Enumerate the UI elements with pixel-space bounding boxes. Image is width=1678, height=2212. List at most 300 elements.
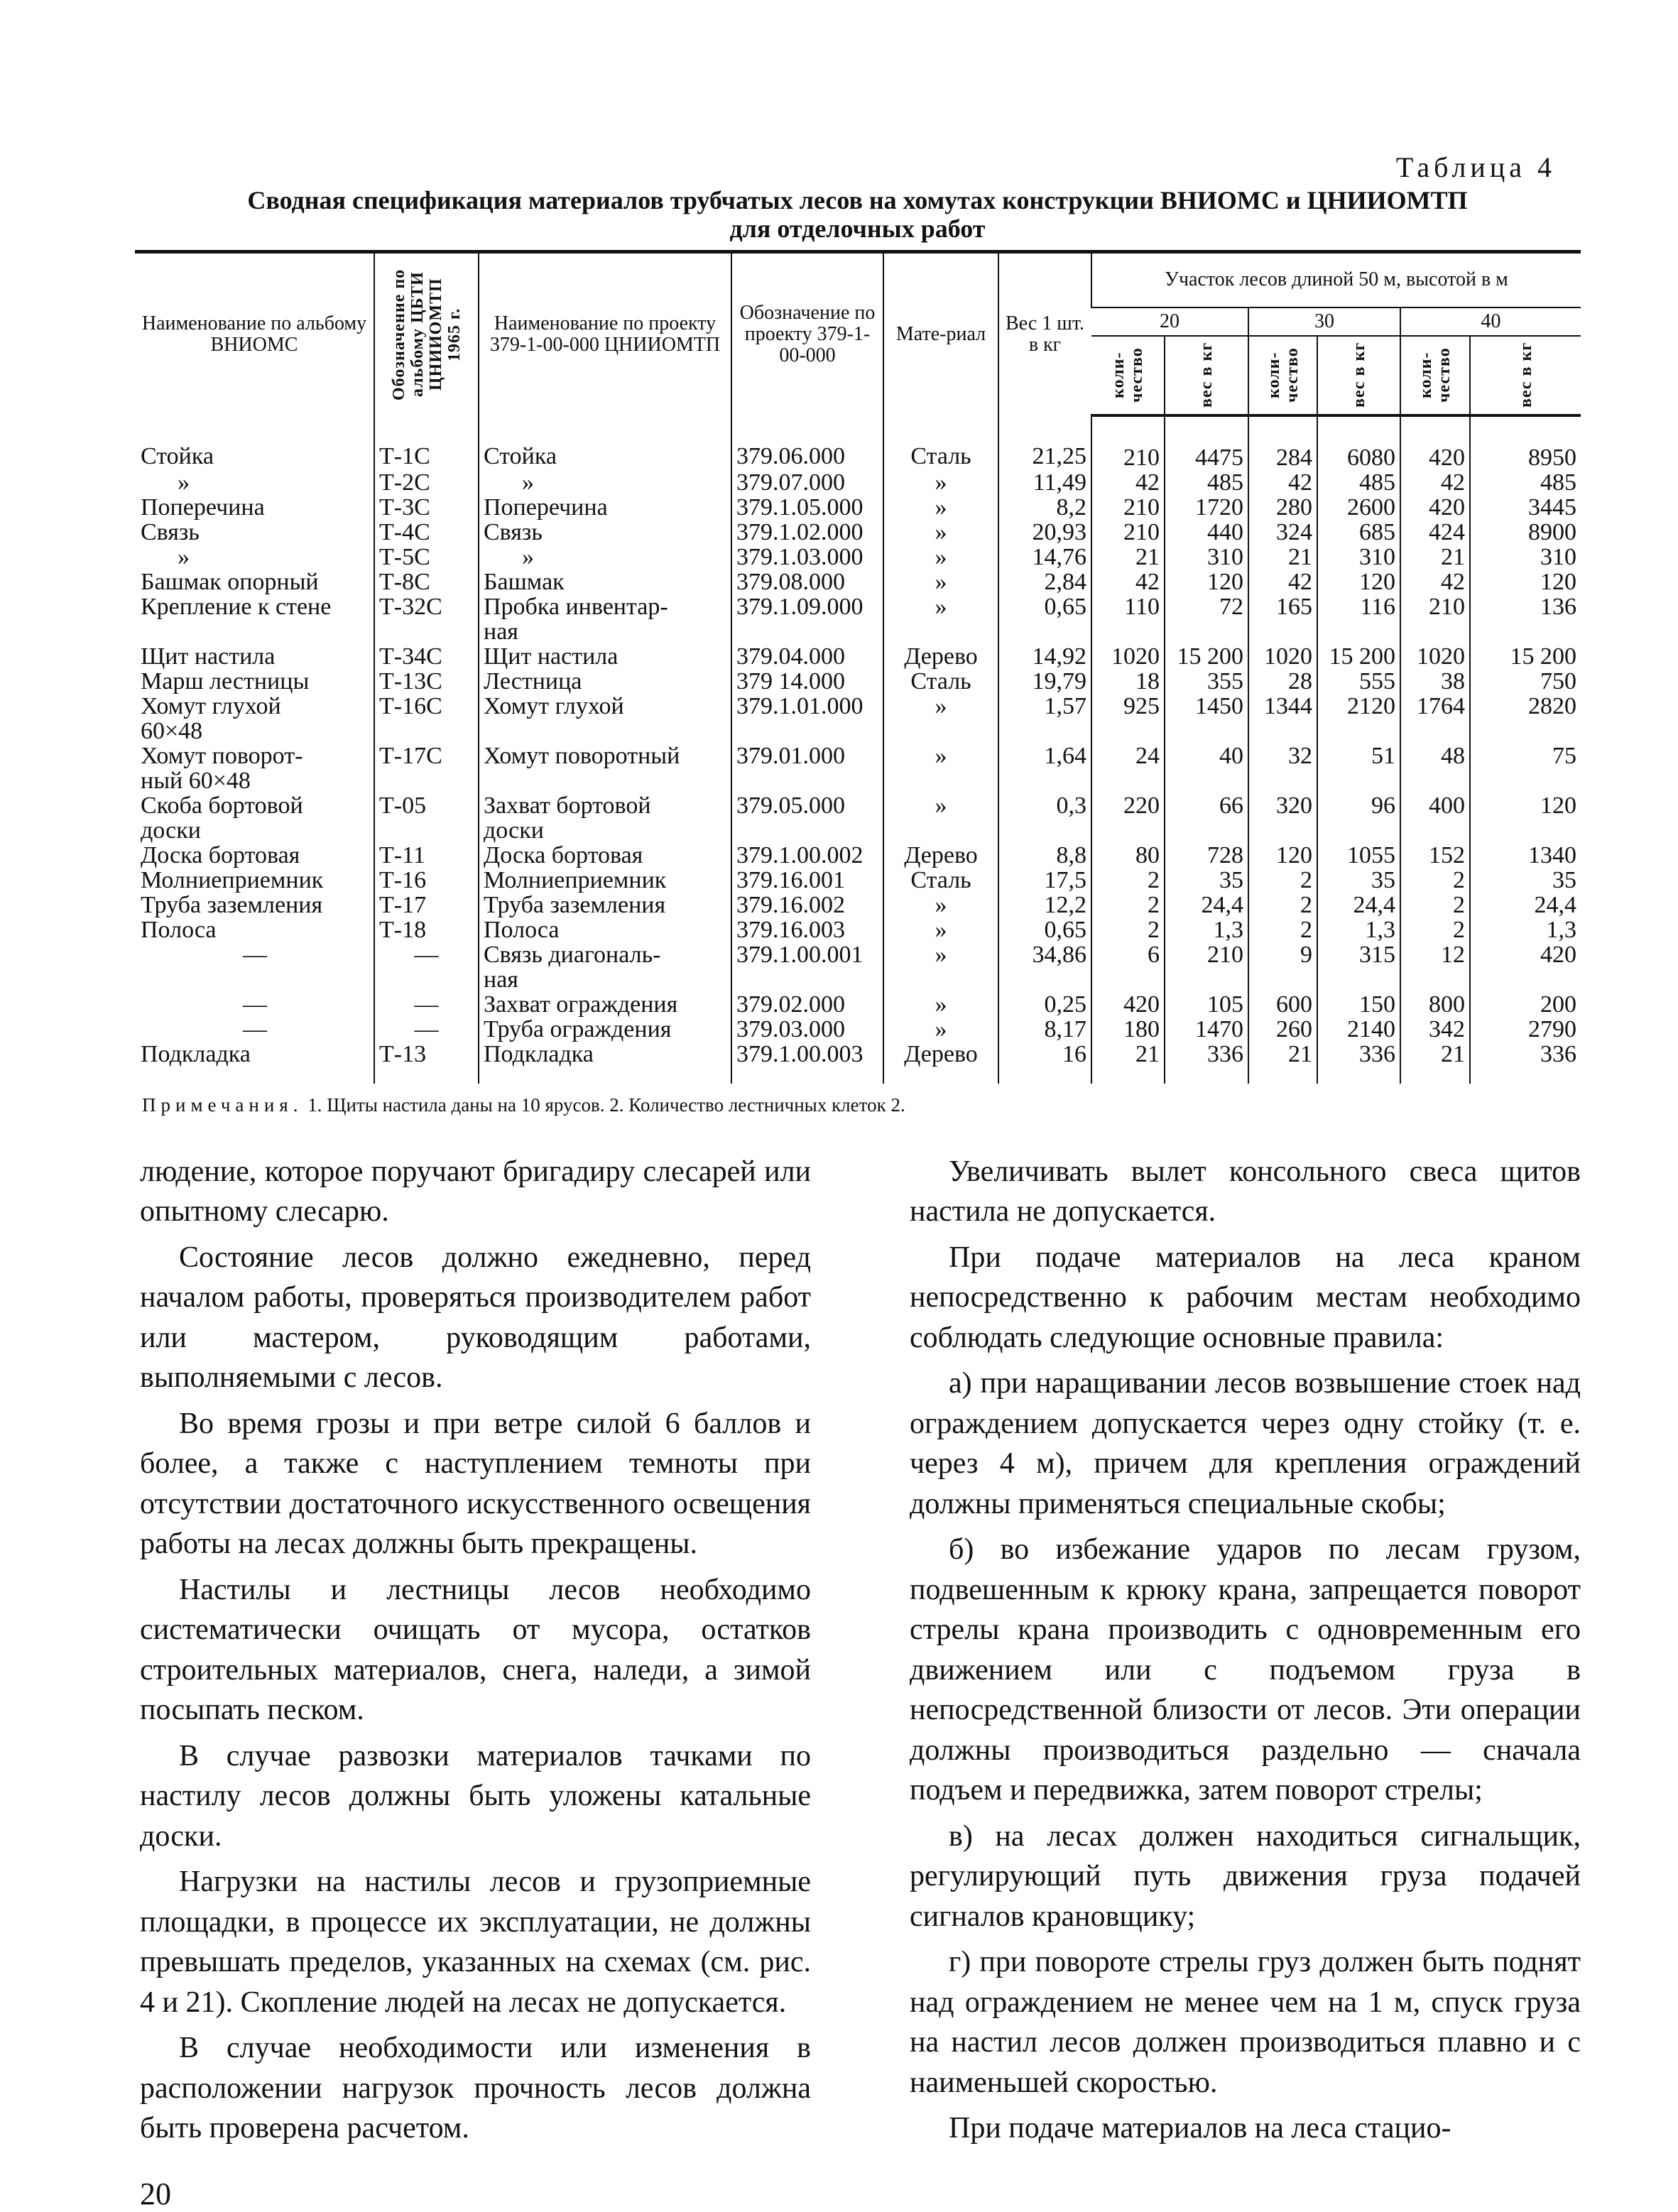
table-cell: »	[479, 545, 731, 570]
table-row	[135, 1017, 1581, 1042]
table-cell: Поперечина	[479, 495, 731, 520]
table-cell: 0,3	[998, 793, 1091, 843]
table-cell: 120	[1317, 570, 1400, 594]
table-notes	[142, 1094, 1581, 1116]
table-cell: 21	[1091, 1042, 1165, 1084]
table-cell: 685	[1317, 520, 1400, 545]
table-cell: Молниеприемник	[141, 867, 324, 893]
table-cell: 2	[1091, 868, 1165, 893]
table-cell: 1,3	[1165, 917, 1248, 942]
table-cell: Крепление к стене	[141, 594, 332, 620]
table-cell: Щит настила	[479, 644, 731, 669]
header-weight	[1165, 336, 1248, 415]
header-unit-weight: Вес 1 шт. в кг	[998, 252, 1091, 415]
table-cell: 2140	[1317, 1017, 1400, 1042]
table-cell: 8950	[1470, 415, 1581, 470]
table-cell: 210	[1400, 594, 1470, 644]
table-cell: Т-1С	[374, 415, 479, 470]
table-cell: 424	[1400, 520, 1470, 545]
table-row	[135, 644, 1581, 669]
table-cell: 8,17	[998, 1017, 1091, 1042]
table-cell: 42	[1091, 570, 1165, 594]
header-height-30: 30	[1248, 307, 1400, 336]
table-cell: 2120	[1317, 694, 1400, 743]
table-cell: 379.03.000	[731, 1017, 883, 1042]
table-cell: Башмак	[479, 570, 731, 594]
table-cell: 96	[1317, 793, 1400, 843]
table-cell: 379.02.000	[731, 992, 883, 1017]
table-cell: 2	[1400, 868, 1470, 893]
table-cell: Связь	[141, 519, 200, 545]
table-cell: 12,2	[998, 893, 1091, 917]
table-cell: Стойка	[479, 415, 731, 470]
table-cell: 342	[1400, 1017, 1470, 1042]
table-cell: Подкладка	[479, 1042, 731, 1084]
table-cell: 48	[1400, 743, 1470, 793]
table-row	[135, 694, 1581, 743]
paragraph: В случае необходимости или изменения в расположении нагрузок прочность лесов должна быть проверена расчетом.	[140, 2032, 811, 2145]
table-cell: 9	[1248, 942, 1317, 992]
table-cell: 1,64	[998, 743, 1091, 793]
table-cell: Труба заземления	[141, 892, 323, 917]
table-cell: 1020	[1248, 644, 1317, 669]
table-cell: Связь	[479, 520, 731, 545]
table-label: Таблица 4	[1395, 151, 1556, 183]
table-cell: Подкладка	[141, 1041, 251, 1067]
table-cell: 336	[1470, 1042, 1581, 1084]
paragraph: Увеличивать вылет консольного свеса щитов настила не допускается.	[910, 1155, 1581, 1228]
table-cell: 24,4	[1470, 893, 1581, 917]
notes-label: Примечания.	[142, 1094, 303, 1116]
table-cell: 1720	[1165, 495, 1248, 520]
table-cell: 800	[1400, 992, 1470, 1017]
table-cell: Стойка	[141, 442, 214, 469]
table-cell: Лестница	[479, 669, 731, 694]
table-cell: Т-05	[374, 793, 479, 843]
table-cell: 485	[1317, 470, 1400, 495]
table-cell: 1,57	[998, 694, 1091, 743]
table-cell: 379.1.00.003	[731, 1042, 883, 1084]
table-cell: 2	[1248, 868, 1317, 893]
table-cell: 14,92	[998, 644, 1091, 669]
table-cell: »	[883, 942, 998, 992]
table-cell: 4475	[1165, 415, 1248, 470]
table-cell: 2	[1248, 917, 1317, 942]
table-row	[135, 868, 1581, 893]
header-designation-album-text: Обозначение по альбому ЦБТИ ЦНИИОМТП 1965 г.	[389, 268, 464, 401]
table-cell: »	[883, 495, 998, 520]
table-cell: 28	[1248, 669, 1317, 694]
table-cell: 51	[1317, 743, 1400, 793]
table-row	[135, 793, 1581, 843]
table-cell: 1020	[1400, 644, 1470, 669]
table-cell: Дерево	[883, 843, 998, 868]
table-cell: 18	[1091, 669, 1165, 694]
table-cell: 2820	[1470, 694, 1581, 743]
table-row	[135, 545, 1581, 570]
table-cell: »	[883, 893, 998, 917]
table-cell: »	[883, 545, 998, 570]
table-cell: »	[883, 1017, 998, 1042]
table-cell: Т-18	[374, 917, 479, 942]
table-cell: »	[883, 917, 998, 942]
table-cell: 110	[1091, 594, 1165, 644]
paragraph: При подаче материалов на леса стацио-	[949, 2112, 1451, 2145]
table-title	[135, 186, 1580, 243]
paragraph: в) на лесах должен находиться сигнальщик, регулирующий путь движения груза подачей сигналов крановщику;	[910, 1819, 1581, 1933]
table-cell: 35	[1470, 868, 1581, 893]
table-cell: 0,65	[998, 594, 1091, 644]
table-cell: 379.1.05.000	[731, 495, 883, 520]
table-cell: 35	[1165, 868, 1248, 893]
table-cell: 21	[1400, 1042, 1470, 1084]
table-cell: 66	[1165, 793, 1248, 843]
table-row	[135, 743, 1581, 793]
table-cell: 324	[1248, 520, 1317, 545]
table-cell: »	[883, 520, 998, 545]
header-height-40: 40	[1400, 307, 1581, 336]
table-cell: Полоса	[479, 917, 731, 942]
header-weight-text: вес в кг	[1197, 342, 1216, 408]
table-cell: 379.05.000	[731, 793, 883, 843]
table-cell: Щит настила	[141, 643, 276, 669]
table-cell: 284	[1248, 415, 1317, 470]
table-cell: 19,79	[998, 669, 1091, 694]
table-row	[135, 570, 1581, 594]
table-cell: Т-4С	[374, 520, 479, 545]
header-qty-text: коли-чество	[1264, 347, 1302, 403]
table-row	[135, 843, 1581, 868]
table-cell: 150	[1317, 992, 1400, 1017]
table-cell: Т-34С	[374, 644, 479, 669]
paragraph: людение, которое поручают бригадиру слесарей или опытному слесарю.	[140, 1155, 811, 1228]
table-cell: 17,5	[998, 868, 1091, 893]
page-body	[135, 250, 1581, 2212]
table-cell: 21	[1248, 1042, 1317, 1084]
table-cell: 1764	[1400, 694, 1470, 743]
table-cell: 11,49	[998, 470, 1091, 495]
paragraph: Во время грозы и при ветре силой 6 баллов и более, а также с наступлением темноты при отсутствии достаточного искусственного освещения работы на лесах должны быть прекращены.	[140, 1407, 811, 1560]
table-cell: 379.1.00.002	[731, 843, 883, 868]
table-cell: 3445	[1470, 495, 1581, 520]
table-cell: 310	[1317, 545, 1400, 570]
table-cell: Марш лестницы	[141, 668, 310, 694]
table-cell: —	[374, 992, 479, 1017]
paragraph: б) во избежание ударов по лесам грузом, подвешенным к крюку крана, запрещается поворот стрелы крана производить с одновременным его движением или с подъемом груза в непосредственной близости от лесов. Эти операции должны производиться раздельно — сначала подъем и передвижка, затем поворот стрелы;	[910, 1533, 1581, 1807]
table-cell: 379.16.003	[731, 917, 883, 942]
table-cell: 1020	[1091, 644, 1165, 669]
table-cell: 1,3	[1470, 917, 1581, 942]
table-cell: —	[243, 942, 267, 968]
table-cell: Захват бортовой доски	[479, 793, 731, 843]
table-cell: Поперечина	[141, 494, 265, 520]
table-cell: —	[374, 942, 479, 992]
table-cell: 555	[1317, 669, 1400, 694]
table-cell: Т-13	[374, 1042, 479, 1084]
table-cell: 1450	[1165, 694, 1248, 743]
table-cell: 210	[1165, 942, 1248, 992]
table-cell: Т-32С	[374, 594, 479, 644]
table-cell: 2790	[1470, 1017, 1581, 1042]
table-cell: Дерево	[883, 644, 998, 669]
table-cell: 105	[1165, 992, 1248, 1017]
table-cell: 2	[1091, 893, 1165, 917]
table-cell: 1344	[1248, 694, 1317, 743]
table-cell: 136	[1470, 594, 1581, 644]
table-cell: —	[243, 991, 267, 1017]
table-cell: 2	[1248, 893, 1317, 917]
table-cell: Хомут поворот- ный 60×48	[141, 743, 303, 793]
table-cell: 200	[1470, 992, 1581, 1017]
paragraph: В случае развозки материалов тачками по настилу лесов должны быть уложены катальные доски.	[140, 1739, 811, 1853]
table-cell: »	[883, 694, 998, 743]
table-title-line: Сводная спецификация материалов трубчатых лесов на хомутах конструкции ВНИОМС и ЦНИИОМТП	[247, 186, 1468, 214]
table-cell: »	[479, 470, 731, 495]
table-cell: 1470	[1165, 1017, 1248, 1042]
table-cell: 32	[1248, 743, 1317, 793]
header-weight	[1470, 336, 1581, 415]
table-cell: 310	[1470, 545, 1581, 570]
table-cell: »	[883, 570, 998, 594]
table-cell: 320	[1248, 793, 1317, 843]
header-qty	[1400, 336, 1470, 415]
table-cell: 12	[1400, 942, 1470, 992]
table-cell: 420	[1470, 942, 1581, 992]
table-row	[135, 893, 1581, 917]
table-row	[135, 594, 1581, 644]
header-qty	[1091, 336, 1165, 415]
table-cell: Связь диагональ- ная	[479, 942, 731, 992]
table-cell: 34,86	[998, 942, 1091, 992]
table-cell: 210	[1091, 520, 1165, 545]
table-cell: 24,4	[1165, 893, 1248, 917]
table-cell: »	[883, 743, 998, 793]
table-cell: Т-13С	[374, 669, 479, 694]
table-cell: 310	[1165, 545, 1248, 570]
table-cell: Захват ограждения	[479, 992, 731, 1017]
table-cell: 280	[1248, 495, 1317, 520]
table-cell: 8900	[1470, 520, 1581, 545]
table-cell: Хомут поворотный	[479, 743, 731, 793]
table-cell: Сталь	[883, 868, 998, 893]
table-cell: 120	[1248, 843, 1317, 868]
table-cell: 152	[1400, 843, 1470, 868]
table-cell: 379 14.000	[731, 669, 883, 694]
table-cell: 220	[1091, 793, 1165, 843]
table-cell: Доска бортовая	[479, 843, 731, 868]
table-row	[135, 1042, 1581, 1084]
text-columns	[135, 1152, 1581, 2154]
table-cell: —	[243, 1016, 267, 1042]
paragraph: г) при повороте стрелы груз должен быть поднят над ограждением не менее чем на 1 м, спуск груза на настил лесов должен производиться плавно и с наименьшей скоростью.	[910, 1946, 1581, 2099]
table-cell: 485	[1470, 470, 1581, 495]
header-qty-text: коли-чество	[1417, 347, 1454, 403]
table-body	[135, 415, 1581, 1084]
table-cell: Сталь	[883, 415, 998, 470]
paragraph: а) при наращивании лесов возвышение стоек над ограждением допускается через одну стойку (т. е. через 4 м), причем для крепления ограждений должны применяться специальные скобы;	[910, 1367, 1581, 1520]
table-cell: Башмак опорный	[141, 569, 319, 594]
table-cell: Т-17	[374, 893, 479, 917]
table-cell: »	[883, 594, 998, 644]
table-title-line: для отделочных работ	[729, 214, 986, 243]
table-cell: »	[883, 793, 998, 843]
notes-text: 1. Щиты настила даны на 10 ярусов. 2. Количество лестничных клеток 2.	[307, 1094, 905, 1116]
table-cell: 379.16.002	[731, 893, 883, 917]
table-cell: 116	[1317, 594, 1400, 644]
table-cell: 379.1.00.001	[731, 942, 883, 992]
table-cell: 15 200	[1470, 644, 1581, 669]
table-cell: 600	[1248, 992, 1317, 1017]
table-cell: 355	[1165, 669, 1248, 694]
table-cell: 6080	[1317, 415, 1400, 470]
table-cell: 2	[1091, 917, 1165, 942]
table-cell: 1340	[1470, 843, 1581, 868]
specification-table	[135, 250, 1581, 1084]
table-cell: 210	[1091, 495, 1165, 520]
table-cell: 379.08.000	[731, 570, 883, 594]
table-cell: 42	[1248, 570, 1317, 594]
table-cell: Хомут глухой 60×48	[141, 693, 281, 743]
header-section: Участок лесов длиной 50 м, высотой в м	[1091, 252, 1581, 307]
table-cell: —	[374, 1017, 479, 1042]
table-cell: 2,84	[998, 570, 1091, 594]
table-cell: »	[178, 469, 190, 495]
table-cell: 2	[1400, 893, 1470, 917]
table-cell: 750	[1470, 669, 1581, 694]
table-cell: Т-3С	[374, 495, 479, 520]
table-cell: »	[883, 992, 998, 1017]
header-weight	[1317, 336, 1400, 415]
table-row	[135, 992, 1581, 1017]
table-cell: 14,76	[998, 545, 1091, 570]
table-cell: 0,65	[998, 917, 1091, 942]
table-cell: 379.1.01.000	[731, 694, 883, 743]
table-cell: Полоса	[141, 917, 217, 942]
table-cell: 40	[1165, 743, 1248, 793]
paragraph: Состояние лесов должно ежедневно, перед началом работы, проверяться производителем работ или мастером, руководящим работами, выполняемыми с лесов.	[140, 1241, 811, 1394]
table-row	[135, 520, 1581, 545]
table-cell: 400	[1400, 793, 1470, 843]
header-qty	[1248, 336, 1317, 415]
table-cell: 379.06.000	[731, 415, 883, 470]
paragraph: При подаче материалов на леса краном непосредственно к рабочим местам необходимо соблюдать следующие основные правила:	[910, 1241, 1581, 1354]
table-cell: 15 200	[1317, 644, 1400, 669]
table-cell: 15 200	[1165, 644, 1248, 669]
page-number: 20	[140, 2176, 171, 2211]
table-row	[135, 917, 1581, 942]
table-cell: 80	[1091, 843, 1165, 868]
table-cell: Хомут глухой	[479, 694, 731, 743]
table-cell: Т-2С	[374, 470, 479, 495]
table-cell: Сталь	[883, 669, 998, 694]
header-material: Мате-риал	[883, 252, 998, 415]
header-height-20: 20	[1091, 307, 1248, 336]
table-cell: Пробка инвентар- ная	[479, 594, 731, 644]
table-cell: 379.16.001	[731, 868, 883, 893]
table-cell: 379.01.000	[731, 743, 883, 793]
text-column-left	[140, 1152, 811, 2154]
table-cell: 420	[1400, 495, 1470, 520]
table-cell: 379.1.03.000	[731, 545, 883, 570]
table-cell: 379.1.09.000	[731, 594, 883, 644]
table-cell: 379.07.000	[731, 470, 883, 495]
table-cell: 440	[1165, 520, 1248, 545]
header-designation-project: Обозначение по проекту 379-1-00-000	[731, 252, 883, 415]
table-cell: 21	[1248, 545, 1317, 570]
table-cell: 379.04.000	[731, 644, 883, 669]
table-cell: 42	[1400, 470, 1470, 495]
table-row	[135, 415, 1581, 470]
table-cell: Труба ограждения	[479, 1017, 731, 1042]
table-cell: Т-8С	[374, 570, 479, 594]
header-designation-album	[374, 252, 479, 415]
table-cell: Т-16С	[374, 694, 479, 743]
header-name-project: Наименование по проекту 379-1-00-000 ЦНИИОМТП	[479, 252, 731, 415]
table-cell: Дерево	[883, 1042, 998, 1084]
table-row	[135, 669, 1581, 694]
table-cell: Т-11	[374, 843, 479, 868]
table-cell: Т-17С	[374, 743, 479, 793]
table-cell: »	[178, 544, 190, 570]
table-cell: 210	[1091, 415, 1165, 470]
table-cell: 120	[1470, 793, 1581, 843]
table-row	[135, 942, 1581, 992]
table-cell: 1055	[1317, 843, 1400, 868]
table-cell: Труба заземления	[479, 893, 731, 917]
table-row	[135, 470, 1581, 495]
table-cell: 8,2	[998, 495, 1091, 520]
table-cell: 38	[1400, 669, 1470, 694]
table-cell: 315	[1317, 942, 1400, 992]
table-cell: 20,93	[998, 520, 1091, 545]
table-cell: 21,25	[998, 415, 1091, 470]
table-row	[135, 495, 1581, 520]
table-cell: 21	[1091, 545, 1165, 570]
table-cell: 72	[1165, 594, 1248, 644]
table-cell: 0,25	[998, 992, 1091, 1017]
header-weight-text: вес в кг	[1516, 342, 1535, 408]
table-cell: 420	[1400, 415, 1470, 470]
table-cell: Молниеприемник	[479, 868, 731, 893]
header-qty-text: коли-чество	[1109, 347, 1146, 403]
table-cell: 16	[998, 1042, 1091, 1084]
table-cell: 728	[1165, 843, 1248, 868]
table-cell: 120	[1470, 570, 1581, 594]
paragraph: Нагрузки на настилы лесов и грузоприемные площадки, в процессе их эксплуатации, не должны превышать пределов, указанных на схемах (см. рис. 4 и 21). Скопление людей на лесах не допускается.	[140, 1865, 811, 2019]
table-cell: 420	[1091, 992, 1165, 1017]
paragraph: Настилы и лестницы лесов необходимо систематически очищать от мусора, остатков строительных материалов, снега, наледи, а зимой посыпать песком.	[140, 1573, 811, 1726]
table-cell: 120	[1165, 570, 1248, 594]
table-cell: Доска бортовая	[141, 842, 300, 868]
table-cell: 336	[1317, 1042, 1400, 1084]
table-cell: Скоба бортовой доски	[141, 792, 303, 843]
table-cell: »	[883, 470, 998, 495]
table-cell: 42	[1091, 470, 1165, 495]
table-cell: 35	[1317, 868, 1400, 893]
table-cell: 2	[1400, 917, 1470, 942]
header-name-vniioms: Наименование по альбому ВНИОМС	[135, 252, 374, 415]
table-cell: 24	[1091, 743, 1165, 793]
header-weight-text: вес в кг	[1349, 342, 1368, 408]
table-cell: 42	[1400, 570, 1470, 594]
table-cell: 180	[1091, 1017, 1165, 1042]
table-cell: 2600	[1317, 495, 1400, 520]
table-cell: 24,4	[1317, 893, 1400, 917]
table-cell: 379.1.02.000	[731, 520, 883, 545]
table-cell: 485	[1165, 470, 1248, 495]
table-cell: 336	[1165, 1042, 1248, 1084]
text-column-right	[910, 1152, 1581, 2154]
